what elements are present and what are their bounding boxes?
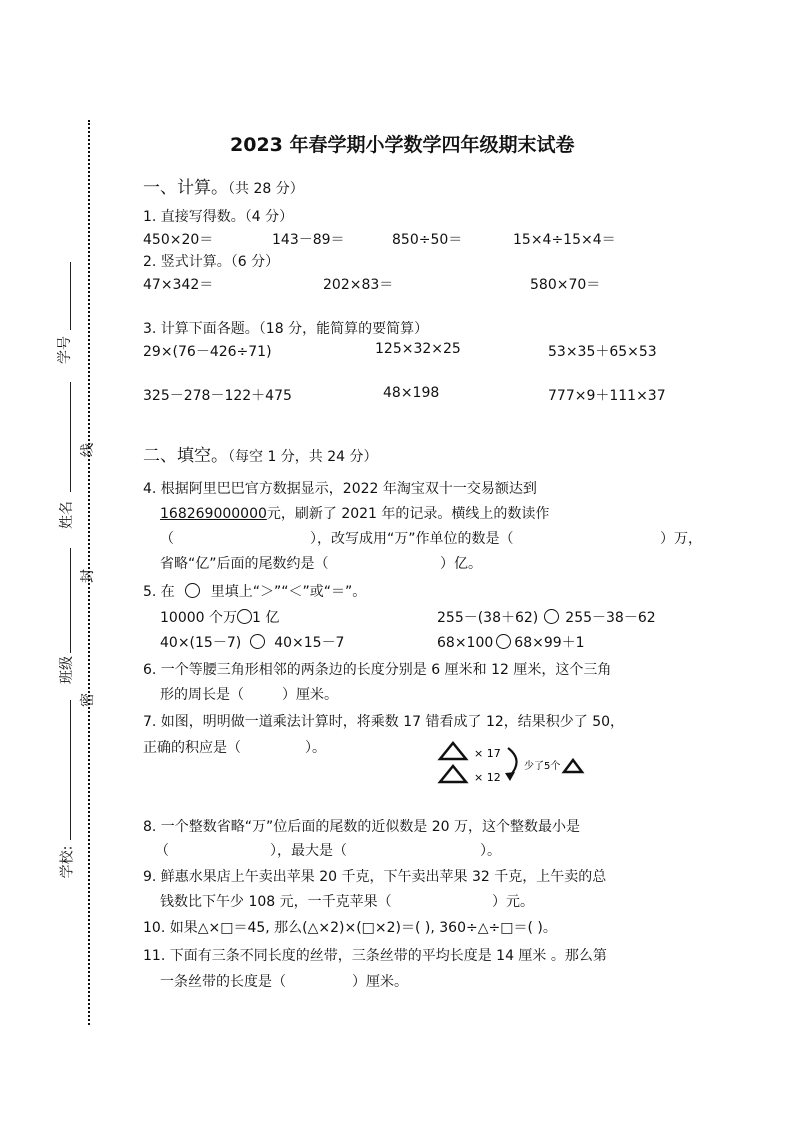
school-blank bbox=[70, 700, 71, 840]
q9-line2-b: ）元。 bbox=[492, 894, 534, 910]
page-title: 2023 年春学期小学数学四年级期末试卷 bbox=[230, 134, 575, 156]
q1-item: 15×4÷15×4＝ bbox=[513, 232, 616, 248]
q5-instruction bbox=[143, 581, 366, 601]
q3-label: 3. 计算下面各题。（18 分，能简算的要简算） bbox=[143, 321, 429, 337]
q4-line2-rest: 元，刷新了 2021 年的记录。横线上的数读作 bbox=[266, 506, 550, 522]
q3-item: 125×32×25 bbox=[375, 341, 461, 357]
q4-line4-b: ）亿。 bbox=[440, 556, 482, 572]
q5-item-b bbox=[437, 607, 656, 627]
q4-line3-b: ），改写成用“万”作单位的数是（ bbox=[310, 531, 514, 547]
triangle-icon bbox=[564, 760, 582, 772]
blank-circle-icon[interactable] bbox=[544, 609, 559, 624]
class-label: 班级 bbox=[59, 656, 75, 684]
q4-line3-c: ）万， bbox=[660, 531, 702, 547]
q5-c2: 40×15－7 bbox=[274, 635, 345, 651]
q5-a2: 1 亿 bbox=[252, 610, 280, 626]
q9-line2-a: 钱数比下午少 108 元，一千克苹果（ bbox=[160, 894, 392, 910]
q9-line1: 9. 鲜惠水果店上午卖出苹果 20 千克，下午卖出苹果 32 千克，上午卖的总 bbox=[143, 869, 607, 885]
q5-b1: 255－(38＋62) bbox=[437, 610, 539, 626]
seal-feng-char: 封 bbox=[80, 569, 96, 583]
q1-label: 1. 直接写得数。（4 分） bbox=[143, 209, 294, 225]
triangle-icon bbox=[440, 766, 466, 782]
q1-item: 143－89＝ bbox=[272, 232, 345, 248]
q11-line1: 11. 下面有三条不同长度的丝带，三条丝带的平均长度是 14 厘米 。那么第 bbox=[143, 948, 607, 964]
q6-line2-a: 形的周长是（ bbox=[160, 687, 244, 703]
blank-circle-icon[interactable] bbox=[496, 634, 511, 649]
section2-score: （每空 1 分，共 24 分） bbox=[228, 449, 378, 465]
q7-fig-note: 少了5个 bbox=[524, 761, 561, 772]
name-blank bbox=[70, 382, 71, 492]
q5-suffix: 里填上“＞”“＜”或“＝”。 bbox=[210, 584, 367, 600]
q10-text: 10. 如果△×□＝45, 那么(△×2)×(□×2)＝( ), 360÷△÷□＝( )。 bbox=[143, 920, 557, 936]
q5-item-a bbox=[160, 607, 279, 627]
q3-item: 777×9＋111×37 bbox=[548, 388, 666, 404]
q11-line2-b: ）厘米。 bbox=[352, 974, 408, 990]
q5-c1: 40×(15－7) bbox=[160, 635, 242, 651]
student-no-blank bbox=[70, 262, 71, 330]
q2-item: 202×83＝ bbox=[323, 277, 394, 293]
class-blank bbox=[70, 548, 71, 653]
q4-line1: 4. 根据阿里巴巴官方数据显示，2022 年淘宝双十一交易额达到 bbox=[143, 481, 537, 497]
name-label: 姓名 bbox=[59, 501, 75, 529]
q7-fig-line1: × 17 bbox=[474, 747, 501, 760]
q3-item: 48×198 bbox=[383, 385, 440, 401]
q8-line2-a: （ bbox=[155, 843, 169, 859]
q2-label: 2. 竖式计算。（6 分） bbox=[143, 254, 280, 270]
blank-circle-icon[interactable] bbox=[250, 634, 265, 649]
q8-line2-c: ）。 bbox=[480, 843, 501, 859]
q1-item: 450×20＝ bbox=[143, 232, 214, 248]
q5-d2: 68×99＋1 bbox=[514, 635, 585, 651]
q4-line2 bbox=[160, 503, 549, 523]
seal-line-char: 线 bbox=[80, 443, 96, 457]
q8-line2-b: ），最大是（ bbox=[270, 843, 347, 859]
q7-line1: 7. 如图，明明做一道乘法计算时，将乘数 17 错看成了 12，结果积少了 50， bbox=[143, 714, 625, 730]
q1-item: 850÷50＝ bbox=[392, 232, 463, 248]
section1-title: 一、计算。 bbox=[143, 178, 228, 198]
q5-item-d bbox=[437, 632, 585, 652]
seal-mi-char: 密 bbox=[80, 693, 96, 707]
blank-circle-icon[interactable] bbox=[185, 583, 200, 598]
q7-figure bbox=[436, 740, 596, 788]
arrow-head-icon bbox=[505, 772, 515, 781]
q7-line2-b: ）。 bbox=[305, 740, 326, 756]
curved-arrow-icon bbox=[508, 748, 517, 776]
section2-title: 二、填空。 bbox=[143, 446, 228, 466]
q3-item: 29×(76－426÷71) bbox=[143, 344, 272, 360]
q3-item: 325－278－122＋475 bbox=[143, 388, 292, 404]
student-no-label: 学号 bbox=[57, 336, 73, 364]
triangle-icon bbox=[440, 743, 466, 759]
q4-line3-a: （ bbox=[160, 531, 174, 547]
q4-line4-a: 省略“亿”后面的尾数约是（ bbox=[160, 556, 329, 572]
section1-heading bbox=[143, 173, 304, 198]
q6-line1: 6. 一个等腰三角形相邻的两条边的长度分别是 6 厘米和 12 厘米，这个三角 bbox=[143, 662, 612, 678]
q5-a1: 10000 个万 bbox=[160, 610, 237, 626]
q2-item: 580×70＝ bbox=[530, 277, 601, 293]
school-label: 学校: bbox=[59, 845, 76, 879]
q3-item: 53×35＋65×53 bbox=[548, 344, 657, 360]
q4-number: 168269000000 bbox=[160, 506, 267, 522]
q5-prefix: 5. 在 bbox=[143, 584, 175, 600]
q5-item-c bbox=[160, 632, 344, 652]
q2-item: 47×342＝ bbox=[143, 277, 214, 293]
q7-line2-a: 正确的积应是（ bbox=[143, 740, 241, 756]
q8-line1: 8. 一个整数省略“万”位后面的尾数的近似数是 20 万，这个整数最小是 bbox=[143, 819, 581, 835]
q11-line2-a: 一条丝带的长度是（ bbox=[160, 974, 286, 990]
section1-score: （共 28 分） bbox=[228, 181, 304, 197]
q5-b2: 255－38－62 bbox=[565, 610, 656, 626]
section2-heading bbox=[143, 441, 378, 466]
q6-line2-b: ）厘米。 bbox=[282, 687, 338, 703]
q7-fig-line2: × 12 bbox=[474, 771, 501, 784]
blank-circle-icon[interactable] bbox=[237, 609, 252, 624]
q5-d1: 68×100 bbox=[437, 635, 494, 651]
